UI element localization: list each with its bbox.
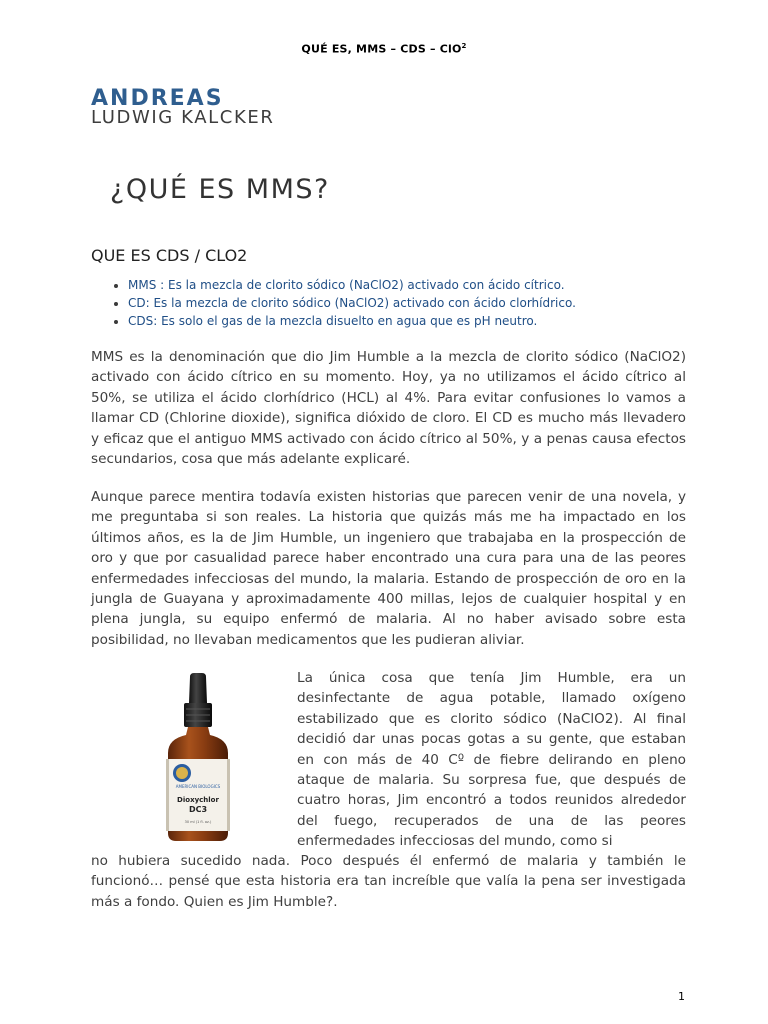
page-title: ¿QUÉ ES MMS? [110, 174, 330, 205]
bottle-label-product: Dioxychlor [177, 796, 219, 804]
dropper-bottle-image [158, 673, 238, 843]
author-logo [91, 88, 351, 127]
definition-list [110, 276, 688, 330]
page-header [0, 42, 768, 56]
paragraph-jim-humble-story: Aunque parece mentira todavía existen historias que parecen venir de una novela, y me preguntaba si son reales. La historia que quizás más me ha impactado en los últimos años, es la de Jim Humble, un ingeniero que trabajaba en la prospección de oro y que por casualidad parece haber encontrado una cura para una de las peores enfermedades infecciosas del mundo, la malaria. Estando de prospección de oro en la jungla de Guayana y aproximadamente 400 millas, lejos de cualquier hospital y en plena jungla, su equipo enfermó de malaria. Al no haber avisado sobre esta posibilidad, no llevaban medicamentos que les pudieran aliviar. [91, 489, 686, 648]
section-heading: QUE ES CDS / CLO2 [91, 246, 248, 265]
bottle-label-volume: 30 ml (1 fl. oz.) [184, 820, 212, 824]
page-number: 1 [678, 990, 685, 1003]
paragraph-cure-story-end: no hubiera sucedido nada. Poco después él enfermó de malaria y también le funcionó… pensé que esta historia era tan increíble que valía la pena ser investigada más a fondo. Quien es Jim Humble?. [91, 853, 686, 910]
logo-line-last-name: LUDWIG KALCKER [91, 107, 275, 128]
definition-item-cd: • CD: Es la mezcla de clorito sódico (NaClO2) activado con ácido clorhídrico. [128, 294, 688, 312]
definition-item-mms: • MMS : Es la mezcla de clorito sódico (NaClO2) activado con ácido cítrico. [128, 276, 688, 294]
bottle-label-code: DC3 [188, 805, 208, 814]
definition-item-cds: • CDS: Es solo el gas de la mezcla disuelto en agua que es pH neutro. [128, 312, 688, 330]
paragraph-cure-story-wrapped: La única cosa que tenía Jim Humble, era un desinfectante de agua potable, llamado oxígeno estabilizado que es clorito sódico (NaClO2). Al final decidió dar unas pocas gotas a su gente, que estaban en con más de 40 Cº de fiebre delirando en pleno ataque de malaria. Su sorpresa fue, que después de cuatro horas, Jim encontró a todos reunidos alrededor del fuego, recuperados de una de las peores enfermedades infecciosas del mundo, como si [297, 670, 686, 850]
bottle-label-brand: AMERICAN BIOLOGICS [175, 784, 221, 789]
header-text: QUÉ ES, MMS – CDS – ClO [301, 42, 462, 56]
header-superscript: 2 [461, 42, 467, 50]
paragraph-mms-definition: MMS es la denominación que dio Jim Humble a la mezcla de clorito sódico (NaClO2) activado con ácido cítrico en su momento. Hoy, ya no utilizamos el ácido cítrico al 50%, se utiliza el ácido clorhídrico (HCL) al 4%. Para evitar confusiones lo vamos a llamar CD (Chlorine dioxide), significa dióxido de cloro. El CD es mucho más llevadero y eficaz que el antiguo MMS activado con ácido cítrico al 50%, y a penas causa efectos secundarios, cosa que más adelante explicaré. [91, 349, 686, 468]
logo-line-first-name: ANDREAS [91, 86, 224, 111]
